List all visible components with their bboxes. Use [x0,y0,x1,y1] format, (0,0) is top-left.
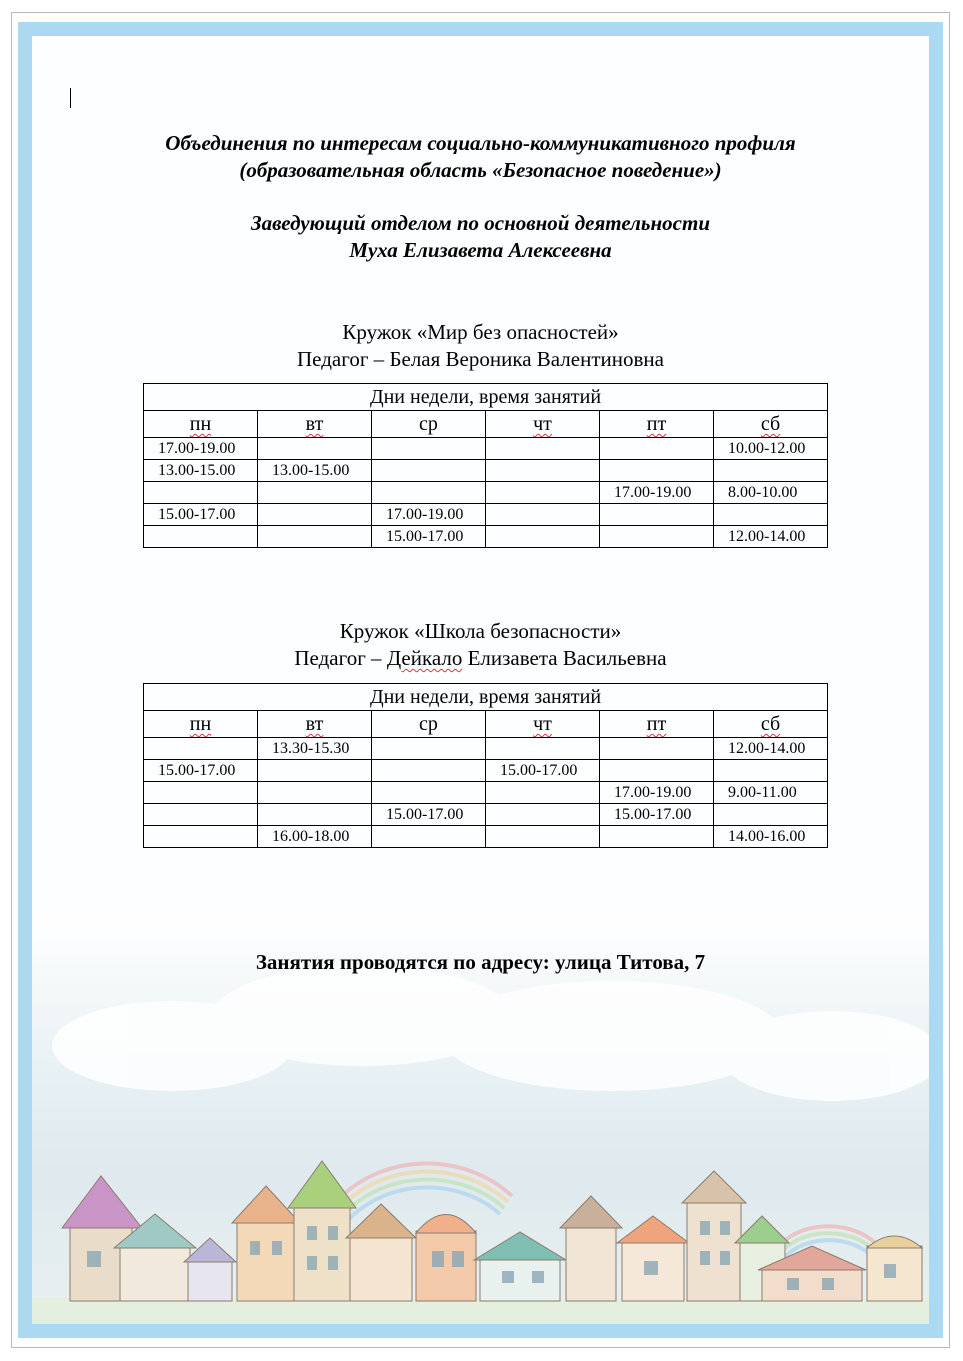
day-wed: ср [372,711,486,738]
table-cell [486,460,600,482]
table-cell [600,826,714,848]
table-caption-row [144,384,828,411]
table-row [144,804,828,826]
day-tue: вт [258,411,372,438]
table-cell [258,782,372,804]
table-cell [714,760,828,782]
day-wed: ср [372,411,486,438]
table-cell [144,482,258,504]
club-2-schedule-table [143,683,828,848]
table-cell [486,504,600,526]
table-cell [372,438,486,460]
table-cell [258,438,372,460]
text-cursor [70,88,71,108]
table-cell [372,760,486,782]
table-cell [258,482,372,504]
table-cell: 10.00-12.00 [714,438,828,460]
table-cell: 9.00-11.00 [714,782,828,804]
table-cell: 15.00-17.00 [486,760,600,782]
table-cell: 17.00-19.00 [600,782,714,804]
table-row [144,760,828,782]
table-cell [372,460,486,482]
table-cell: 15.00-17.00 [144,760,258,782]
club-1-title: Кружок «Мир без опасностей» [342,320,619,344]
table-cell [258,760,372,782]
table-cell [486,482,600,504]
heading-line-1: Объединения по интересам социально-коммуникативного профиля [165,131,796,155]
day-mon: пн [144,411,258,438]
table-cell [486,738,600,760]
table-cell [486,826,600,848]
table-cell [372,482,486,504]
day-fri: пт [600,411,714,438]
club-1-teacher-rest: Вероника Валентиновна [440,347,664,371]
club-2-teacher-surname: Дейкало [386,646,463,670]
table-cell: 17.00-19.00 [372,504,486,526]
table-cell: 13.00-15.00 [144,460,258,482]
table-caption: Дни недели, время занятий [144,684,828,711]
day-thu: чт [486,711,600,738]
table-row [144,738,828,760]
club-2-teacher-prefix: Педагог – [294,646,387,670]
address-text: Занятия проводятся по адресу: улица Титова, 7 [255,950,706,974]
table-cell [600,526,714,548]
table-cell [258,526,372,548]
table-days-row [144,711,828,738]
head-title: Заведующий отделом по основной деятельности [250,211,711,235]
table-cell [714,504,828,526]
table-cell [600,738,714,760]
club-1-teacher-prefix: Педагог – [297,347,390,371]
table-cell: 17.00-19.00 [600,482,714,504]
table-cell [258,504,372,526]
table-cell [258,804,372,826]
day-sat: сб [714,711,828,738]
table-cell [600,438,714,460]
table-cell: 12.00-14.00 [714,526,828,548]
table-cell [600,460,714,482]
table-cell: 17.00-19.00 [144,438,258,460]
table-cell [144,738,258,760]
club-1-teacher-surname: Белая [389,347,441,371]
club-1-teacher [32,345,929,373]
table-cell [714,804,828,826]
table-row [144,782,828,804]
table-row [144,460,828,482]
table-row [144,438,828,460]
table-cell [486,804,600,826]
head-name: Муха Елизавета Алексеевна [349,238,612,262]
table-cell [714,460,828,482]
table-caption: Дни недели, время занятий [144,384,828,411]
table-row [144,826,828,848]
heading-line-2: (образовательная область «Безопасное поведение») [239,158,722,182]
table-cell: 16.00-18.00 [258,826,372,848]
table-cell [144,526,258,548]
club-2-teacher [32,644,929,672]
table-cell: 15.00-17.00 [372,804,486,826]
table-cell [144,782,258,804]
table-cell [486,782,600,804]
table-cell: 12.00-14.00 [714,738,828,760]
table-row [144,526,828,548]
table-cell: 13.30-15.30 [258,738,372,760]
document-page [18,22,943,1338]
table-cell [372,738,486,760]
table-cell: 15.00-17.00 [372,526,486,548]
table-cell [144,804,258,826]
table-days-row [144,411,828,438]
table-cell [372,782,486,804]
table-row [144,482,828,504]
club-1-schedule-table [143,383,828,548]
table-cell [144,826,258,848]
day-mon: пн [144,711,258,738]
club-2-title: Кружок «Школа безопасности» [339,619,622,643]
table-row [144,504,828,526]
table-cell: 14.00-16.00 [714,826,828,848]
table-cell [486,526,600,548]
table-cell: 13.00-15.00 [258,460,372,482]
table-cell [486,438,600,460]
table-cell: 15.00-17.00 [144,504,258,526]
club-2-teacher-rest: Елизавета Васильевна [462,646,667,670]
day-sat: сб [714,411,828,438]
day-fri: пт [600,711,714,738]
table-cell [600,504,714,526]
table-cell [372,826,486,848]
table-cell [600,760,714,782]
table-caption-row [144,684,828,711]
day-thu: чт [486,411,600,438]
day-tue: вт [258,711,372,738]
table-cell: 15.00-17.00 [600,804,714,826]
table-cell: 8.00-10.00 [714,482,828,504]
